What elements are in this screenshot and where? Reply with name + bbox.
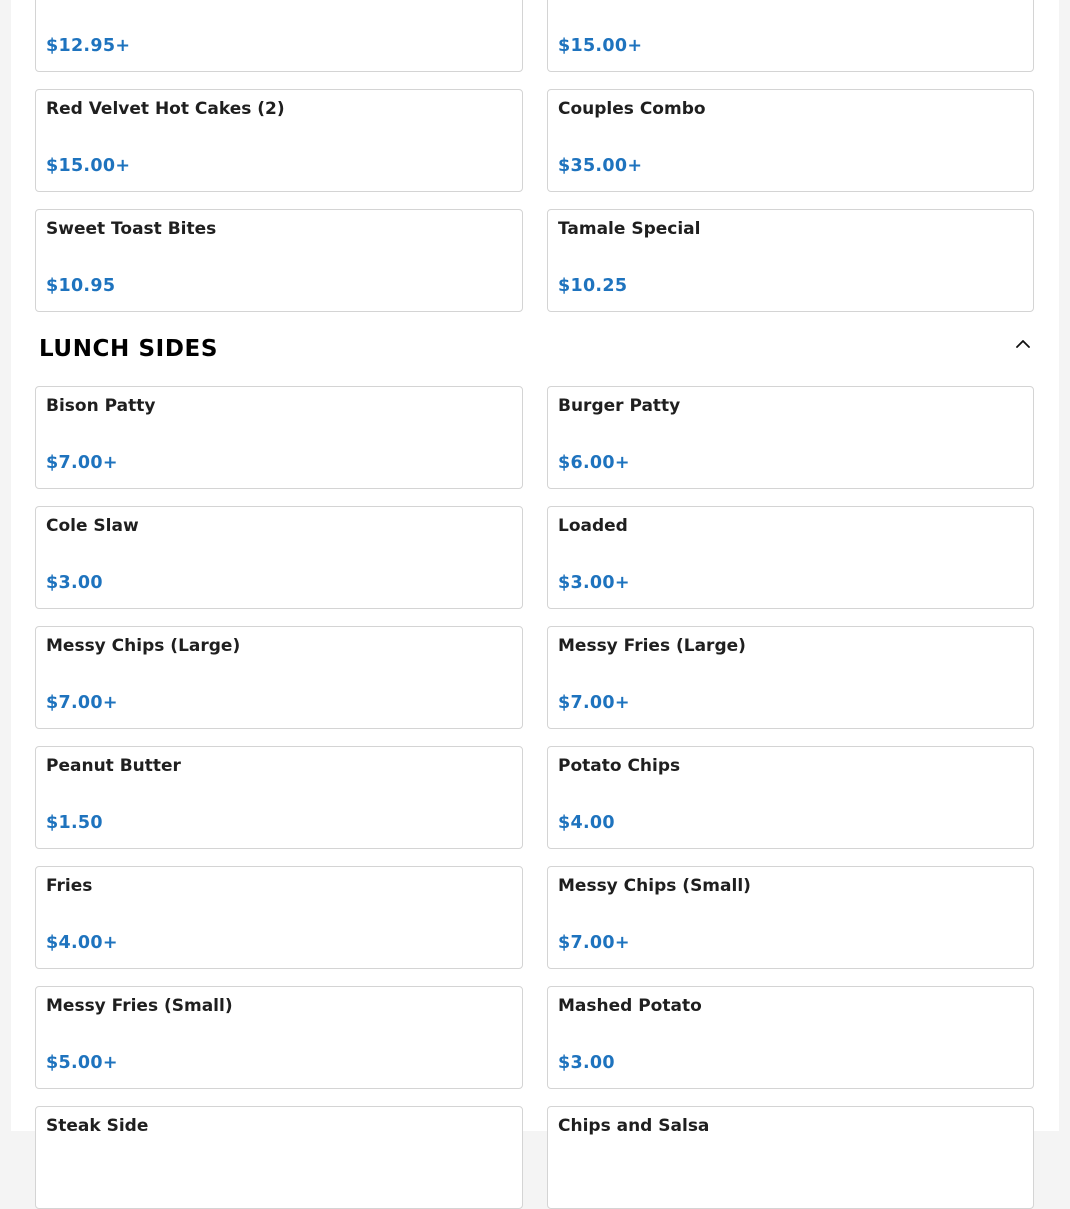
menu-item-price: $35.00+ (558, 156, 643, 176)
menu-item-name: Tamale Special (558, 219, 701, 239)
menu-item-card[interactable] (547, 626, 1034, 729)
menu-item-card[interactable] (547, 209, 1034, 312)
menu-item-name: Burger Patty (558, 396, 681, 416)
menu-item-card[interactable] (35, 209, 523, 312)
menu-item-price: $10.25 (558, 276, 628, 296)
menu-item-price: $15.00+ (558, 36, 643, 56)
menu-item-name: Messy Fries (Small) (46, 996, 233, 1016)
menu-item-price: $7.00+ (558, 933, 630, 953)
menu-item-name: Loaded (558, 516, 628, 536)
menu-item-card[interactable] (35, 506, 523, 609)
menu-item-price: $15.00+ (46, 156, 131, 176)
menu-item-card[interactable] (35, 0, 523, 72)
menu-item-card[interactable] (35, 746, 523, 849)
menu-item-name: Fries (46, 876, 93, 896)
menu-item-name: Messy Chips (Large) (46, 636, 241, 656)
menu-item-price: $7.00+ (46, 693, 118, 713)
menu-item-name: Chips and Salsa (558, 1116, 710, 1136)
menu-item-card[interactable] (547, 986, 1034, 1089)
section-title: LUNCH SIDES (39, 336, 218, 362)
menu-item-card[interactable] (547, 0, 1034, 72)
chevron-up-icon[interactable] (1012, 333, 1034, 355)
menu-item-name: Messy Fries (Large) (558, 636, 746, 656)
menu-item-name: Steak Side (46, 1116, 149, 1136)
menu-item-price: $3.00 (558, 1053, 615, 1073)
menu-item-card[interactable] (35, 986, 523, 1089)
menu-page (11, 0, 1059, 1136)
menu-item-name: Mashed Potato (558, 996, 702, 1016)
menu-item-price: $7.00+ (558, 693, 630, 713)
menu-item-price: $6.00+ (558, 453, 630, 473)
menu-item-card[interactable] (547, 1106, 1034, 1209)
menu-item-card[interactable] (35, 386, 523, 489)
menu-item-name: Bison Patty (46, 396, 156, 416)
menu-item-price: $5.00+ (46, 1053, 118, 1073)
menu-item-name: Cole Slaw (46, 516, 139, 536)
menu-item-price: $4.00+ (46, 933, 118, 953)
menu-item-card[interactable] (547, 386, 1034, 489)
menu-item-price: $12.95+ (46, 36, 131, 56)
menu-item-price: $3.00+ (558, 573, 630, 593)
menu-item-price: $10.95 (46, 276, 116, 296)
menu-item-name: Couples Combo (558, 99, 706, 119)
menu-item-card[interactable] (547, 506, 1034, 609)
menu-item-name: Potato Chips (558, 756, 681, 776)
menu-item-price: $1.50 (46, 813, 103, 833)
menu-item-card[interactable] (35, 866, 523, 969)
menu-item-price: $7.00+ (46, 453, 118, 473)
menu-item-name: Red Velvet Hot Cakes (2) (46, 99, 285, 119)
menu-item-name: Sweet Toast Bites (46, 219, 217, 239)
menu-item-card[interactable] (35, 89, 523, 192)
previous-section-grid (35, 0, 1034, 312)
lunch-sides-grid (35, 386, 1034, 1209)
menu-item-card[interactable] (35, 626, 523, 729)
menu-item-card[interactable] (35, 1106, 523, 1209)
menu-item-card[interactable] (547, 89, 1034, 192)
menu-item-name: Messy Chips (Small) (558, 876, 751, 896)
menu-item-name: Peanut Butter (46, 756, 181, 776)
menu-item-card[interactable] (547, 866, 1034, 969)
menu-item-price: $3.00 (46, 573, 103, 593)
menu-item-card[interactable] (547, 746, 1034, 849)
menu-item-price: $4.00 (558, 813, 615, 833)
lunch-sides-header[interactable] (35, 330, 1034, 370)
